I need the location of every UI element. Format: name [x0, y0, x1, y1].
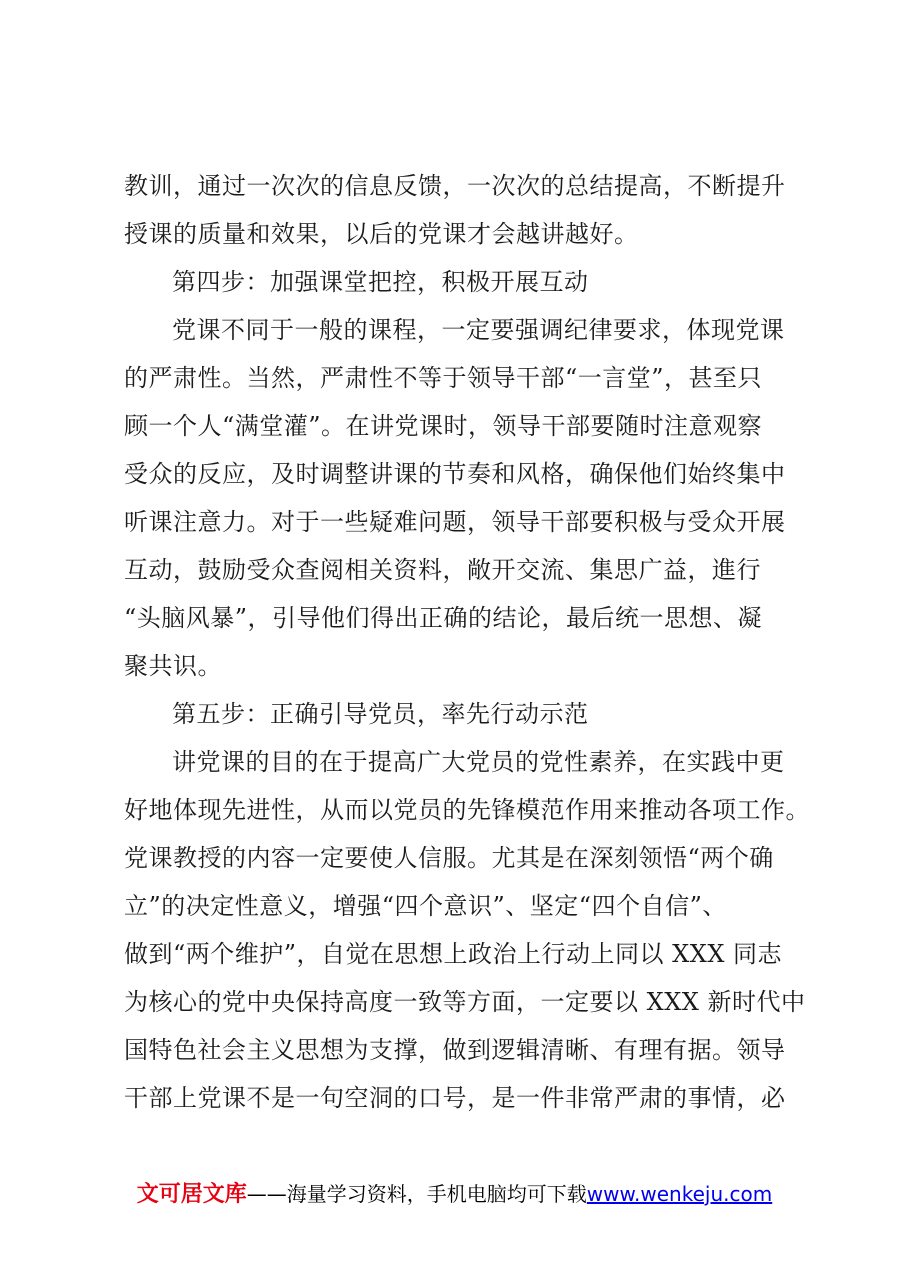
section-heading-step-four: 第四步：加强课堂把控，积极开展互动 [172, 268, 589, 296]
footer-brand: 文可居文库 [136, 1182, 247, 1207]
body-line: 党课教授的内容一定要使人信服。尤其是在深刻领悟“两个确 [124, 844, 774, 872]
body-line: 做到“两个维护”，自觉在思想上政治上行动上同以 XXX 同志 [124, 940, 783, 968]
body-line: 顾一个人“满堂灌”。在讲党课时，领导干部要随时注意观察 [124, 412, 763, 440]
body-line: 授课的质量和效果，以后的党课才会越讲越好。 [124, 220, 639, 248]
body-line: 干部上党课不是一句空洞的口号，是一件非常严肃的事情，必 [124, 1084, 786, 1112]
body-line: “头脑风暴”，引导他们得出正确的结论，最后统一思想、凝 [124, 604, 763, 632]
body-line: 国特色社会主义思想为支撑，做到逻辑清晰、有理有据。领导 [124, 1036, 786, 1064]
footer-tagline: ——海量学习资料，手机电脑均可下载 [246, 1182, 587, 1206]
body-line: 立”的决定性意义，增强“四个意识”、坚定“四个自信”、 [124, 892, 727, 920]
body-line: 聚共识。 [124, 652, 222, 680]
body-line: 教训，通过一次次的信息反馈，一次次的总结提高，不断提升 [124, 172, 786, 200]
body-line: 的严肃性。当然，严肃性不等于领导干部“一言堂”，甚至只 [124, 364, 763, 392]
body-line: 受众的反应，及时调整讲课的节奏和风格，确保他们始终集中 [124, 460, 786, 488]
body-line: 听课注意力。对于一些疑难问题，领导干部要积极与受众开展 [124, 508, 786, 536]
body-line: 党课不同于一般的课程，一定要强调纪律要求，体现党课 [172, 316, 785, 344]
document-body [124, 162, 810, 1122]
body-line: 互动，鼓励受众查阅相关资料，敞开交流、集思广益，進行 [124, 556, 761, 584]
body-line: 讲党课的目的在于提高广大党员的党性素养，在实践中更 [172, 748, 785, 776]
page-footer [0, 1178, 909, 1211]
body-line: 好地体现先进性，从而以党员的先锋模范作用来推动各项工作。 [124, 796, 810, 824]
section-heading-step-five: 第五步：正确引导党员，率先行动示范 [172, 700, 589, 728]
body-line: 为核心的党中央保持高度一致等方面，一定要以 XXX 新时代中 [124, 988, 806, 1016]
footer-link[interactable]: www.wenkeju.com [586, 1182, 773, 1206]
